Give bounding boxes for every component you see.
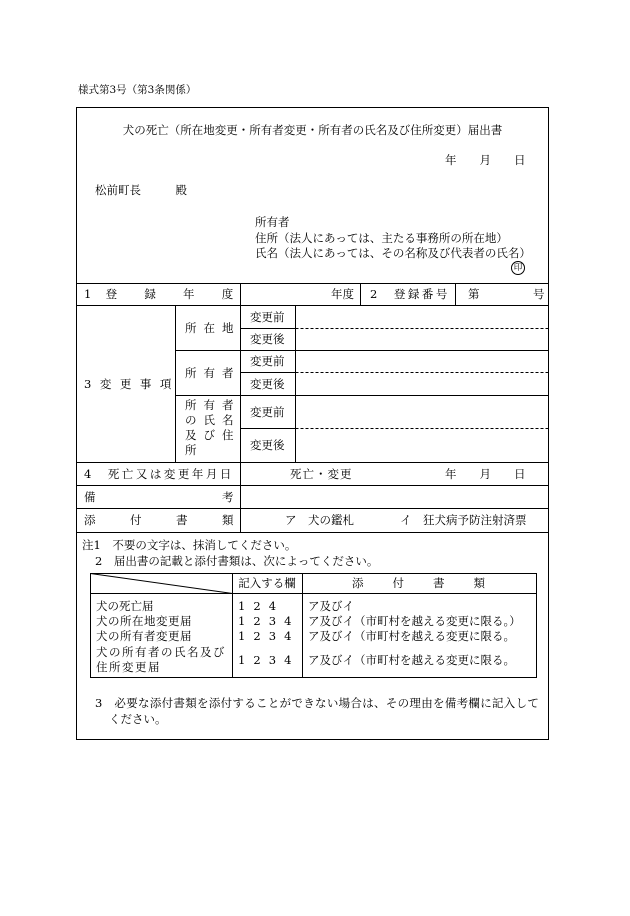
guide-row-form: 犬の死亡届 [96,599,154,613]
guide-header-entry: 記入する欄 [238,576,296,590]
attachments-value: ア 犬の鑑札 イ 狂犬病予防注射済票 [285,513,527,527]
owner-before-label: 変更前 [250,354,285,368]
guide-row-form: 犬の所有者の氏名及び住所変更届 [96,645,226,674]
owner-name-label: 氏名（法人にあっては、その名称及び代表者の氏名） [255,246,531,260]
note-3: 3 必要な添付書類を添付することができない場合は、その理由を備考欄に記入して [95,696,540,710]
attachments-label: 添 付 書 類 [84,513,234,527]
note-2: 2 届出書の記載と添付書類は、次によってください。 [95,554,379,568]
location-before-label: 変更前 [250,310,285,324]
registration-number-value: 第 号 [468,287,546,301]
event-date-label: 4 死亡又は変更年月日 [84,467,234,481]
form-title: 犬の死亡（所在地変更・所有者変更・所有者の氏名及び住所変更）届出書 [122,123,503,137]
owner-name-address-after-label: 変更後 [250,438,285,452]
note-3-continuation: ください。 [109,712,167,726]
guide-row-attachments: ア及びイ [308,599,354,613]
form-number-label: 様式第3号（第3条関係） [78,84,197,96]
remarks-label: 備 考 [84,490,234,504]
note-1: 注1 不要の文字は、抹消してください。 [82,538,297,552]
changes-label: 3 変 更 事 項 [84,377,170,391]
guide-row-fields: 1 2 3 4 [238,614,294,628]
owner-address-label: 住所（法人にあっては、主たる事務所の所在地） [255,231,508,245]
guide-header-attachments: 添 付 書 類 [352,576,487,590]
guide-row-form: 犬の所在地変更届 [96,614,192,628]
registration-number-label: 2 登録番号 [370,287,450,301]
owner-name-address-before-label: 変更前 [250,405,285,419]
change-group-location-label: 所在地 [185,321,241,335]
owner-after-label: 変更後 [250,377,285,391]
registration-year-unit: 年度 [331,287,354,301]
registration-year-label: 1 登 録 年 度 [84,287,235,301]
guide-row-attachments: ア及びイ（市町村を越える変更に限る。 [308,629,515,643]
change-group-owner-label: 所有者 [185,366,241,380]
owner-heading: 所有者 [255,215,290,229]
guide-row-attachments: ア及びイ（市町村を越える変更に限る。） [308,614,521,628]
guide-row-form: 犬の所有者変更届 [96,629,192,643]
guide-diagonal-line [91,574,233,594]
guide-row-fields: 1 2 3 4 [238,653,294,667]
guide-row-fields: 1 2 3 4 [238,629,294,643]
event-type: 死亡・変更 [290,467,353,481]
addressee: 松前町長 殿 [95,183,187,197]
guide-row-fields: 1 2 4 [238,599,279,613]
location-after-label: 変更後 [250,332,285,346]
guide-row-attachments: ア及びイ（市町村を越える変更に限る。 [308,653,515,667]
event-date-value: 年 月 日 [445,467,526,481]
change-group-owner-name-address-label: 所有者の氏名及び住所 [185,398,241,457]
seal-mark: 印 [511,261,525,275]
submission-date: 年 月 日 [445,153,526,167]
